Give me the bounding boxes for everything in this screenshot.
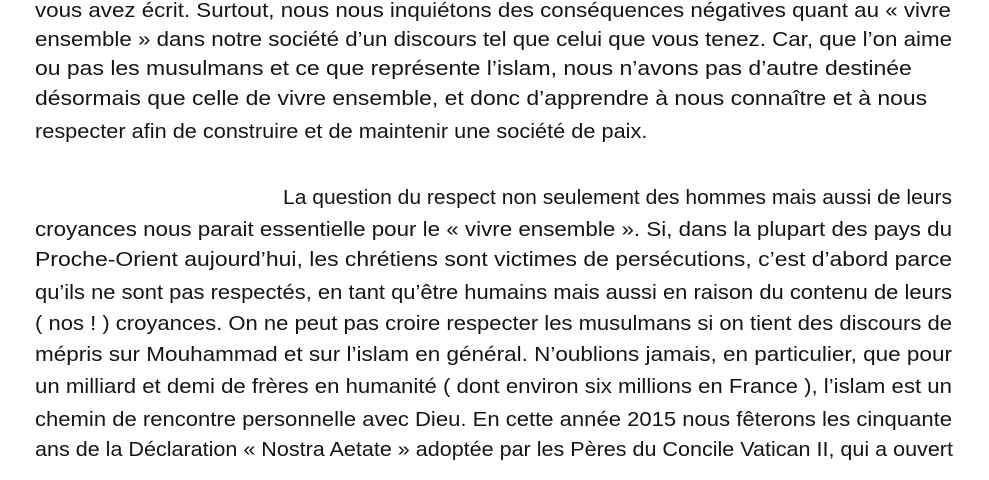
- text-line: [0, 182, 989, 214]
- text-line-content: croyances nous parait essentielle pour le « vivre ensemble ». Si, dans la plupart des pays du: [35, 218, 953, 241]
- text-line: [0, 214, 989, 246]
- text-line-content: respecter afin de construire et de maintenir une société de paix.: [35, 120, 648, 143]
- text-line: [0, 0, 989, 27]
- text-line-content: ans de la Déclaration « Nostra Aetate » adoptée par les Pères du Concile Vatican II, qui a ouvert: [35, 438, 953, 461]
- text-line-content: qu’ils ne sont pas respectés, en tant qu’être humains mais aussi en raison du contenu de leurs: [35, 281, 953, 304]
- text-line-content: vous avez écrit. Surtout, nous nous inquiétons des conséquences négatives quant au « vivre: [35, 0, 951, 22]
- text-line-content: Proche-Orient aujourd’hui, les chrétiens sont victimes de persécutions, c’est d’abord parce: [35, 248, 953, 271]
- text-line: [0, 434, 989, 466]
- text-line-content: mépris sur Mouhammad et sur l’islam en général. N’oublions jamais, en particulier, que pour: [35, 343, 952, 366]
- text-line: [0, 404, 989, 436]
- text-line-content: désormais que celle de vivre ensemble, et donc d’apprendre à nous connaître et à nous: [35, 87, 928, 110]
- text-line: [0, 53, 989, 85]
- text-line-content: ou pas les musulmans et ce que représente l’islam, nous n’avons pas d’autre destinée: [35, 57, 912, 80]
- text-line: [0, 339, 989, 371]
- text-line: [0, 24, 989, 56]
- text-line-content: ensemble » dans notre société d’un discours tel que celui que vous tenez. Car, que l’on aime: [35, 28, 953, 51]
- text-line: [0, 116, 989, 148]
- text-line: [0, 277, 989, 309]
- text-line: [0, 244, 989, 276]
- text-line-content: ( nos ! ) croyances. On ne peut pas croire respecter les musulmans si on tient des discours de: [35, 312, 953, 335]
- text-line: [0, 308, 989, 340]
- text-line-content: La question du respect non seulement des hommes mais aussi de leurs: [283, 186, 953, 209]
- text-line: [0, 83, 989, 115]
- text-line: [0, 371, 989, 403]
- text-line-content: un milliard et demi de frères en humanité ( dont environ six millions en France ), l’islam est un: [35, 375, 952, 398]
- text-line-content: chemin de rencontre personnelle avec Dieu. En cette année 2015 nous fêterons les cinquante: [35, 408, 952, 431]
